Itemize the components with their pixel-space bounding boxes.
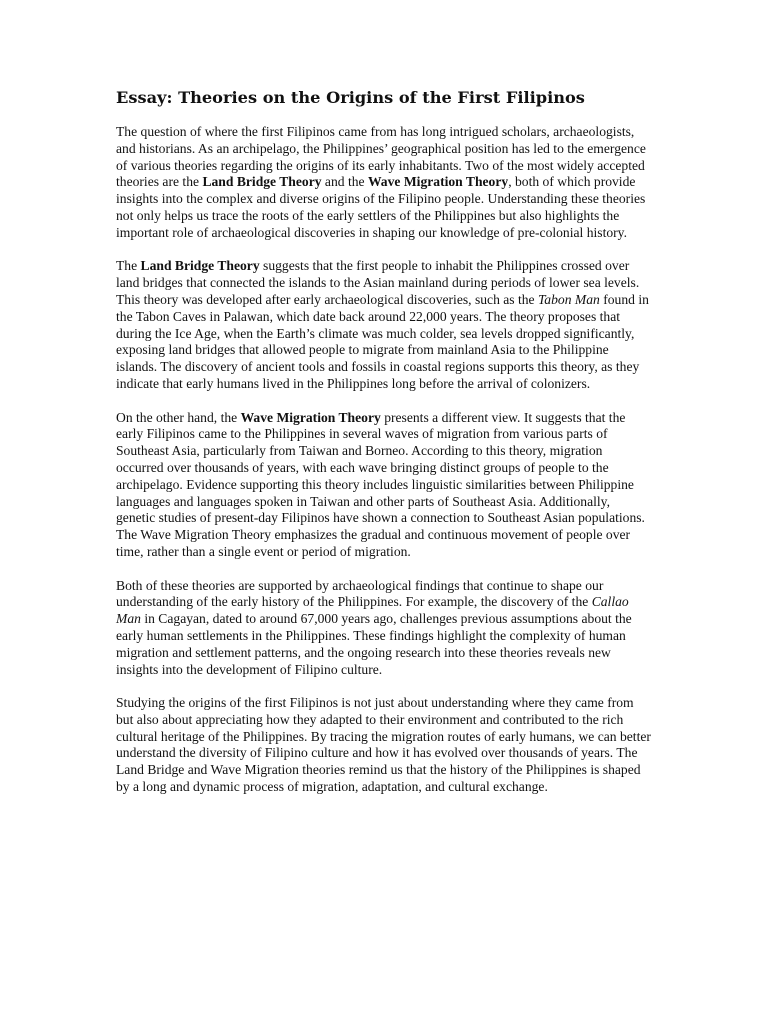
bold-term-land-bridge: Land Bridge Theory xyxy=(202,174,322,190)
text-run: in Cagayan, dated to around 67,000 years ago, challenges previous assumptions about the early human settlements in the Philippines. These findings highlight the complexity of human migration and settlement patterns, and the ongoing research into these theories reveals new insights into the development of Filipino culture. xyxy=(116,611,632,677)
paragraph-introduction xyxy=(116,124,652,242)
paragraph-wave-migration xyxy=(116,410,652,561)
bold-term-wave-migration: Wave Migration Theory xyxy=(240,409,381,425)
text-run: The question of where the first Filipinos came from has long intrigued scholars, archaeologists, and historians. As an archipelago, the Philippines’ geographical position has led to the emergence of various theories regarding the origins of its early inhabitants. Two of the most widely accepted theories are the xyxy=(116,124,646,190)
bold-term-wave-migration: Wave Migration Theory xyxy=(367,174,509,190)
text-run: presents a different view. It suggests that the early Filipinos came to the Philippines in several waves of migration from various parts of Southeast Asia, particularly from Taiwan and Borneo. According to this theory, migration occurred over thousands of years, with each wave bringing distinct groups of people to the archipelago. Evidence supporting this theory includes linguistic similarities between Philippine languages and languages spoken in Taiwan and other parts of Southeast Asia. Additionally, genetic studies of present-day Filipinos have shown a connection to Southeast Asian populations. The Wave Migration Theory emphasizes the gradual and continuous movement of people over time, rather than a single event or period of migration. xyxy=(116,409,645,559)
text-run: The xyxy=(116,258,141,274)
text-run: found in the Tabon Caves in Palawan, which date back around 22,000 years. The theory proposes that during the Ice Age, when the Earth’s climate was much colder, sea levels dropped significantly, exposing land bridges that allowed people to migrate from mainland Asia to the Philippine islands. The discovery of ancient tools and fossils in coastal regions supports this theory, as they indicate that early humans lived in the Philippines long before the arrival of colonizers. xyxy=(116,291,649,391)
italic-term-callao-man: Callao Man xyxy=(116,594,629,627)
essay-title: Essay: Theories on the Origins of the First Filipinos xyxy=(116,88,585,107)
paragraph-conclusion xyxy=(116,695,652,796)
text-run: Studying the origins of the first Filipinos is not just about understanding where they came from but also about appreciating how they adapted to their environment and contributed to the rich cultural heritage of the Philippines. By tracing the migration routes of early humans, we can better understand the diversity of Filipino culture and how it has evolved over thousands of years. The Land Bridge and Wave Migration theories remind us that the history of the Philippines is shaped by a long and dynamic process of migration, adaptation, and cultural exchange. xyxy=(116,695,651,795)
paragraph-archaeological-findings xyxy=(116,578,652,679)
text-run: , both of which provide insights into the complex and diverse origins of the Filipino people. Understanding these theories not only helps us trace the roots of the early settlers of the Philippines but also highlights the important role of archaeological discoveries in shaping our knowledge of pre-colonial history. xyxy=(116,174,646,240)
text-run: and the xyxy=(321,174,368,190)
document-page xyxy=(116,88,652,796)
paragraph-land-bridge xyxy=(116,258,652,392)
text-run: suggests that the first people to inhabit the Philippines crossed over land bridges that connected the islands to the Asian mainland during periods of lower sea levels. This theory was developed after early archaeological discoveries, such as the xyxy=(116,258,640,307)
bold-term-land-bridge: Land Bridge Theory xyxy=(140,258,260,274)
text-run: Both of these theories are supported by archaeological findings that continue to shape our understanding of the early history of the Philippines. For example, the discovery of the xyxy=(116,577,604,610)
text-run: On the other hand, the xyxy=(116,409,241,425)
italic-term-tabon-man: Tabon Man xyxy=(538,291,600,307)
